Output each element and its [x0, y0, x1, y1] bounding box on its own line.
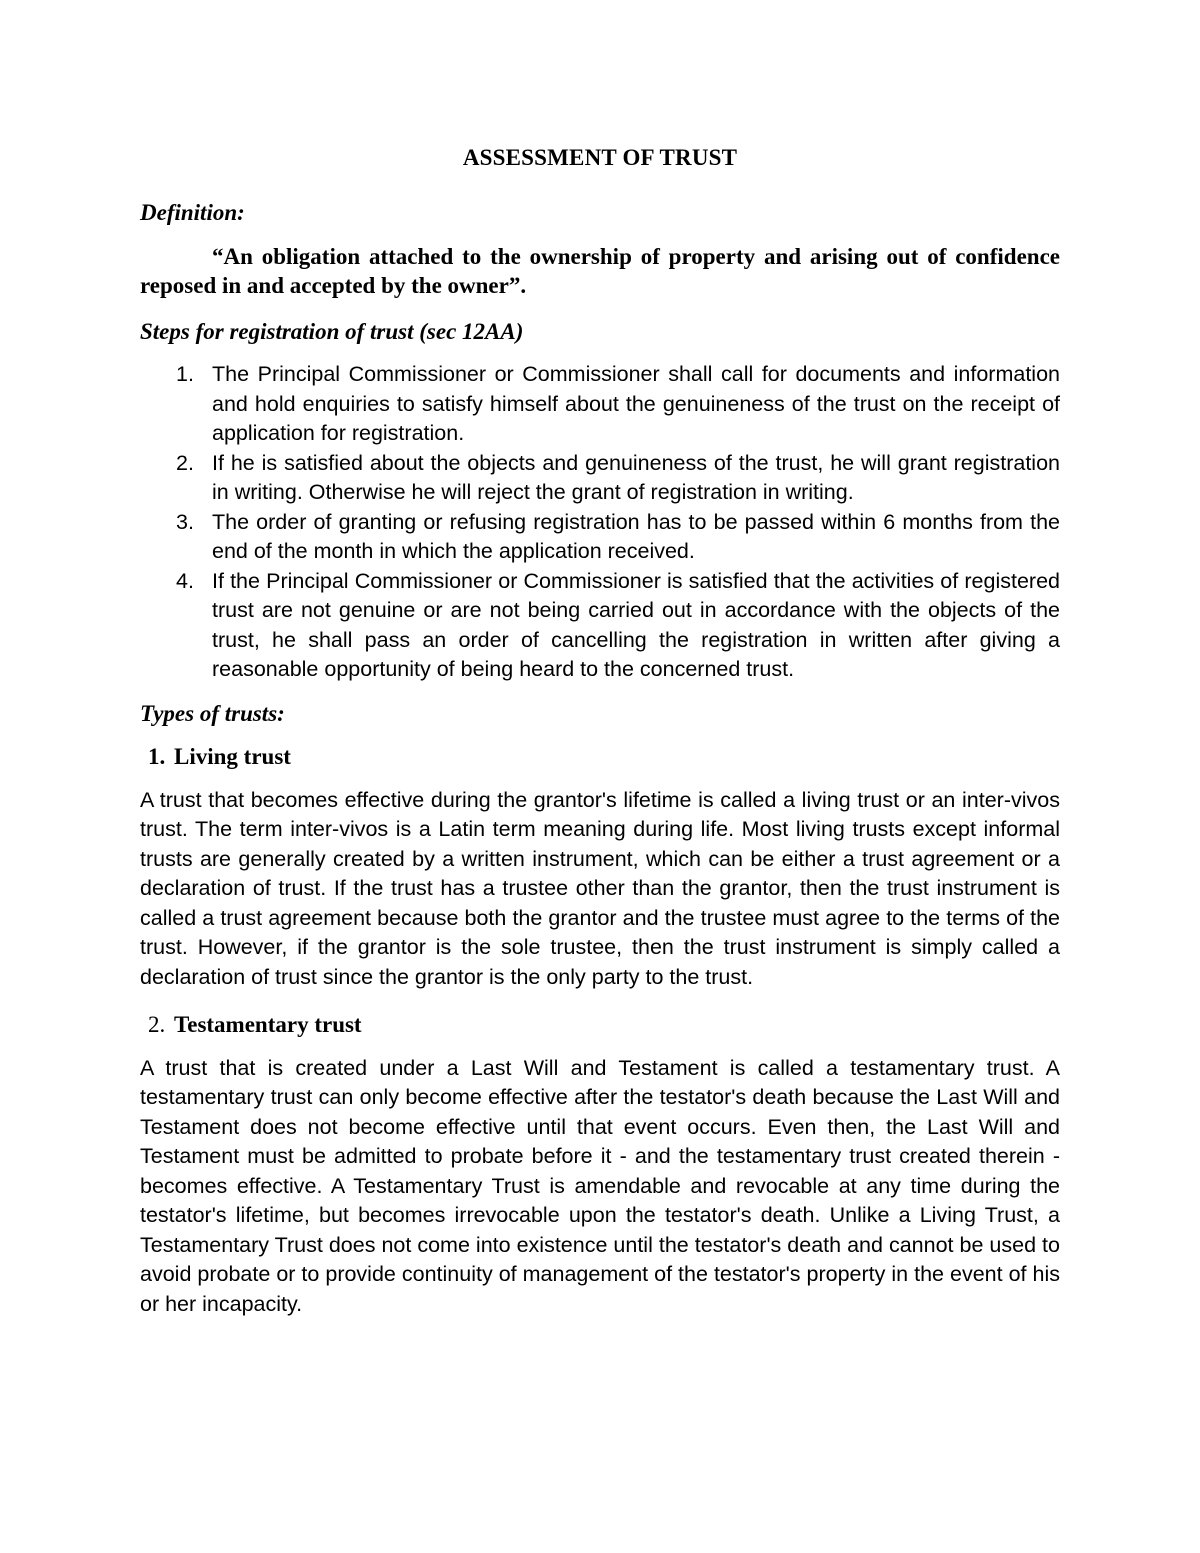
definition-text: “An obligation attached to the ownership of property and arising out of confidence reposed in and accepted by the owner”.	[140, 243, 1060, 298]
type-number: 2.	[148, 1012, 166, 1037]
step-text: If he is satisfied about the objects and genuineness of the trust, he will grant registration in writing. Otherwise he will reject the grant of registration in writing.	[212, 450, 1060, 504]
definition-heading: Definition:	[140, 200, 245, 225]
registration-steps-list	[140, 360, 1060, 685]
types-heading: Types of trusts:	[140, 700, 285, 726]
document-title: ASSESSMENT OF TRUST	[462, 145, 738, 170]
list-item	[176, 508, 1060, 567]
step-number: 2.	[176, 450, 194, 475]
step-text: If the Principal Commissioner or Commissioner is satisfied that the activities of registered trust are not genuine or are not being carried out in accordance with the objects of the trust, he shall pass an order of cancelling the registration in written after giving a reasonable opportunity of being heard to the concerned trust.	[212, 568, 1060, 681]
page-content	[140, 140, 1060, 1337]
step-number: 4.	[176, 568, 194, 593]
step-text: The order of granting or refusing registration has to be passed within 6 months from the end of the month in which the application received.	[212, 509, 1060, 563]
type-title: Living trust	[174, 744, 291, 769]
type-number: 1.	[148, 744, 166, 769]
list-item	[176, 360, 1060, 449]
testamentary-trust-heading	[140, 1010, 1060, 1040]
step-number: 3.	[176, 509, 194, 534]
list-item	[176, 567, 1060, 685]
type-title: Testamentary trust	[174, 1012, 362, 1037]
step-text: The Principal Commissioner or Commissioner shall call for documents and information and hold enquiries to satisfy himself about the genuineness of the trust on the receipt of application for registration.	[212, 362, 1060, 445]
step-number: 1.	[176, 362, 194, 386]
living-trust-paragraph: A trust that becomes effective during the grantor's lifetime is called a living trust or an inter-vivos trust. The term inter-vivos is a Latin term meaning during life. Most living trusts except informal trusts are generally created by a written instrument, which can be either a trust agreement or a declaration of trust. If the trust has a trustee other than the grantor, then the trust instrument is called a trust agreement because both the grantor and the trustee must agree to the terms of the trust. However, if the grantor is the sole trustee, then the trust instrument is simply called a declaration of trust since the grantor is the only party to the trust.	[140, 787, 1060, 989]
list-item	[176, 449, 1060, 508]
steps-heading: Steps for registration of trust (sec 12AA)	[140, 318, 524, 344]
living-trust-heading	[140, 742, 1060, 772]
testamentary-trust-paragraph: A trust that is created under a Last Will and Testament is called a testamentary trust. A testamentary trust can only become effective after the testator's death because the Last Will and Testament does not become effective until that event occurs. Even then, the Last Will and Testament must be admitted to probate before it - and the testamentary trust created therein - becomes effective. A Testamentary Trust is amendable and revocable at any time during the testator's lifetime, but becomes irrevocable upon the testator's death. Unlike a Living Trust, a Testamentary Trust does not come into existence until the testator's death and cannot be used to avoid probate or to provide continuity of management of the testator's property in the event of his or her incapacity.	[140, 1055, 1060, 1316]
